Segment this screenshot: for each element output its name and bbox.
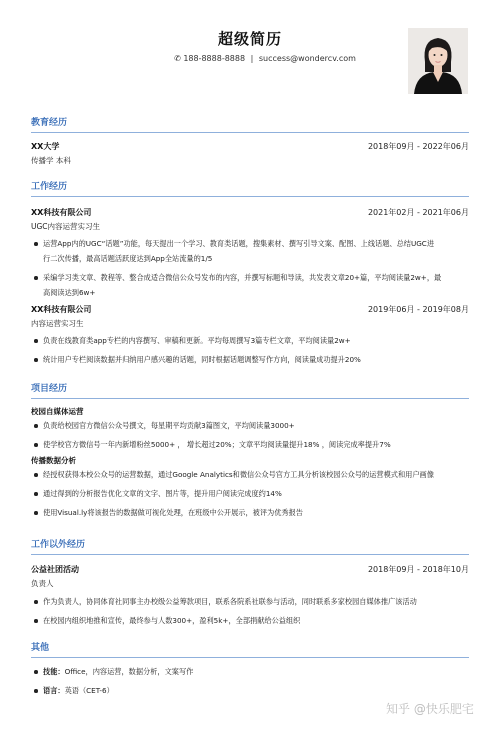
email-address: success@wondercv.com	[258, 54, 356, 63]
job-role: 内容运营实习生	[31, 319, 84, 328]
misc-bullets	[31, 664, 469, 698]
resume-header	[0, 0, 500, 110]
bullet-item: 在校园内组织地推和宣传，最终参与人数300+，盈利5k+，全部捐献给公益组织	[31, 613, 469, 628]
contact-separator: |	[250, 54, 254, 63]
activity-bullets	[31, 594, 469, 628]
bullet-continuation: 行二次传播，最高话题活跃度达到App全站流量的1/5	[43, 254, 213, 263]
bullet-item: 负责在线教育类app专栏的内容撰写、审稿和更新。平均每周撰写3篇专栏文章，平均阅读量2w+	[31, 333, 469, 348]
bullet-item: 经授权获得本校公众号的运营数据，通过Google Analytics和微信公众号官方工具分析该校园公众号的运营模式和用户画像	[31, 467, 469, 482]
project-bullets	[31, 418, 469, 452]
resume-name: 超级简历	[217, 30, 282, 48]
education-major: 传播学 本科	[31, 156, 71, 165]
project-bullets	[31, 467, 469, 520]
language-label: 语言：	[43, 686, 65, 695]
bullet-item: 使学校官方微信号一年内新增粉丝5000+ ， 增长超过20%；文章平均阅读量提升18% ，阅读完成率提升7%	[31, 437, 469, 452]
other-experience-heading: 工作以外经历	[31, 540, 86, 550]
contact-line	[150, 54, 380, 63]
job-role: UGC内容运营实习生	[31, 222, 101, 231]
language-value: 英语（CET-6）	[64, 686, 114, 695]
bullet-item: 负责给校园官方微信公众号撰文，每星期平均贡献3篇图文，平均阅读量3000+	[31, 418, 469, 433]
job-bullets	[31, 333, 469, 367]
bullet-item: 统计用户专栏阅读数据并归纳用户感兴趣的话题，同时根据话题调整写作方向，阅读量成功提升20%	[31, 352, 469, 367]
activity-row	[31, 563, 469, 577]
other-experience-section	[31, 539, 469, 628]
school-name: XX大学	[31, 142, 60, 151]
job-dates: 2019年06月 - 2019年08月	[367, 305, 469, 314]
phone-icon: ✆	[174, 54, 181, 63]
bullet-item: 通过得到的分析报告优化文章的文字、图片等，提升用户阅读完成度约14%	[31, 486, 469, 501]
job-bullets	[31, 236, 469, 300]
education-dates: 2018年09月 - 2022年06月	[367, 142, 469, 151]
portrait-image	[408, 28, 468, 94]
bullet-continuation: 高阅读达到6w+	[43, 288, 96, 297]
education-row	[31, 140, 469, 154]
job-row	[31, 303, 469, 317]
misc-heading: 其他	[31, 643, 50, 653]
bullet-item: 运营App内的UGC“话题”功能，每天提出一个学习、教育类话题，搜集素材、撰写引导文案、配图、上线话题、总结UGC进	[31, 236, 469, 251]
skills-value: Office，内容运营，数据分析，文案写作	[64, 667, 194, 676]
job-dates: 2021年02月 - 2021年06月	[367, 208, 469, 217]
skills-label: 技能：	[43, 667, 65, 676]
phone-number: 188-8888-8888	[183, 54, 246, 63]
project-name: 校园自媒体运营	[31, 407, 84, 416]
job-row	[31, 206, 469, 220]
company-name: XX科技有限公司	[31, 208, 92, 217]
work-section	[31, 181, 469, 367]
bullet-item: 采编学习类文章、教程等、整合成适合微信公众号发布的内容，并撰写标题和导读，共发表文章20+篇，平均阅读量2w+，最	[31, 270, 469, 285]
projects-section	[31, 383, 469, 520]
projects-heading: 项目经历	[31, 384, 68, 394]
skills-item	[31, 664, 469, 679]
activity-name: 公益社团活动	[31, 565, 79, 574]
bullet-item: 作为负责人，协同体育社同事主办校级公益筹款项目，联系各院系社联参与活动，同时联系多家校园自媒体推广该活动	[31, 594, 469, 609]
bullet-item: 使用Visual.ly将该报告的数据做可视化处理，在班级中公开展示，被评为优秀报告	[31, 505, 469, 520]
profile-photo	[408, 28, 468, 94]
misc-section	[31, 642, 469, 698]
company-name: XX科技有限公司	[31, 305, 92, 314]
activity-dates: 2018年09月 - 2018年10月	[367, 565, 469, 574]
language-item	[31, 683, 469, 698]
project-name: 传播数据分析	[31, 456, 76, 465]
education-heading: 教育经历	[31, 118, 68, 128]
education-section	[31, 117, 469, 167]
watermark: 知乎 @快乐肥宅	[386, 702, 474, 716]
work-heading: 工作经历	[31, 182, 68, 192]
activity-role: 负责人	[31, 579, 54, 588]
